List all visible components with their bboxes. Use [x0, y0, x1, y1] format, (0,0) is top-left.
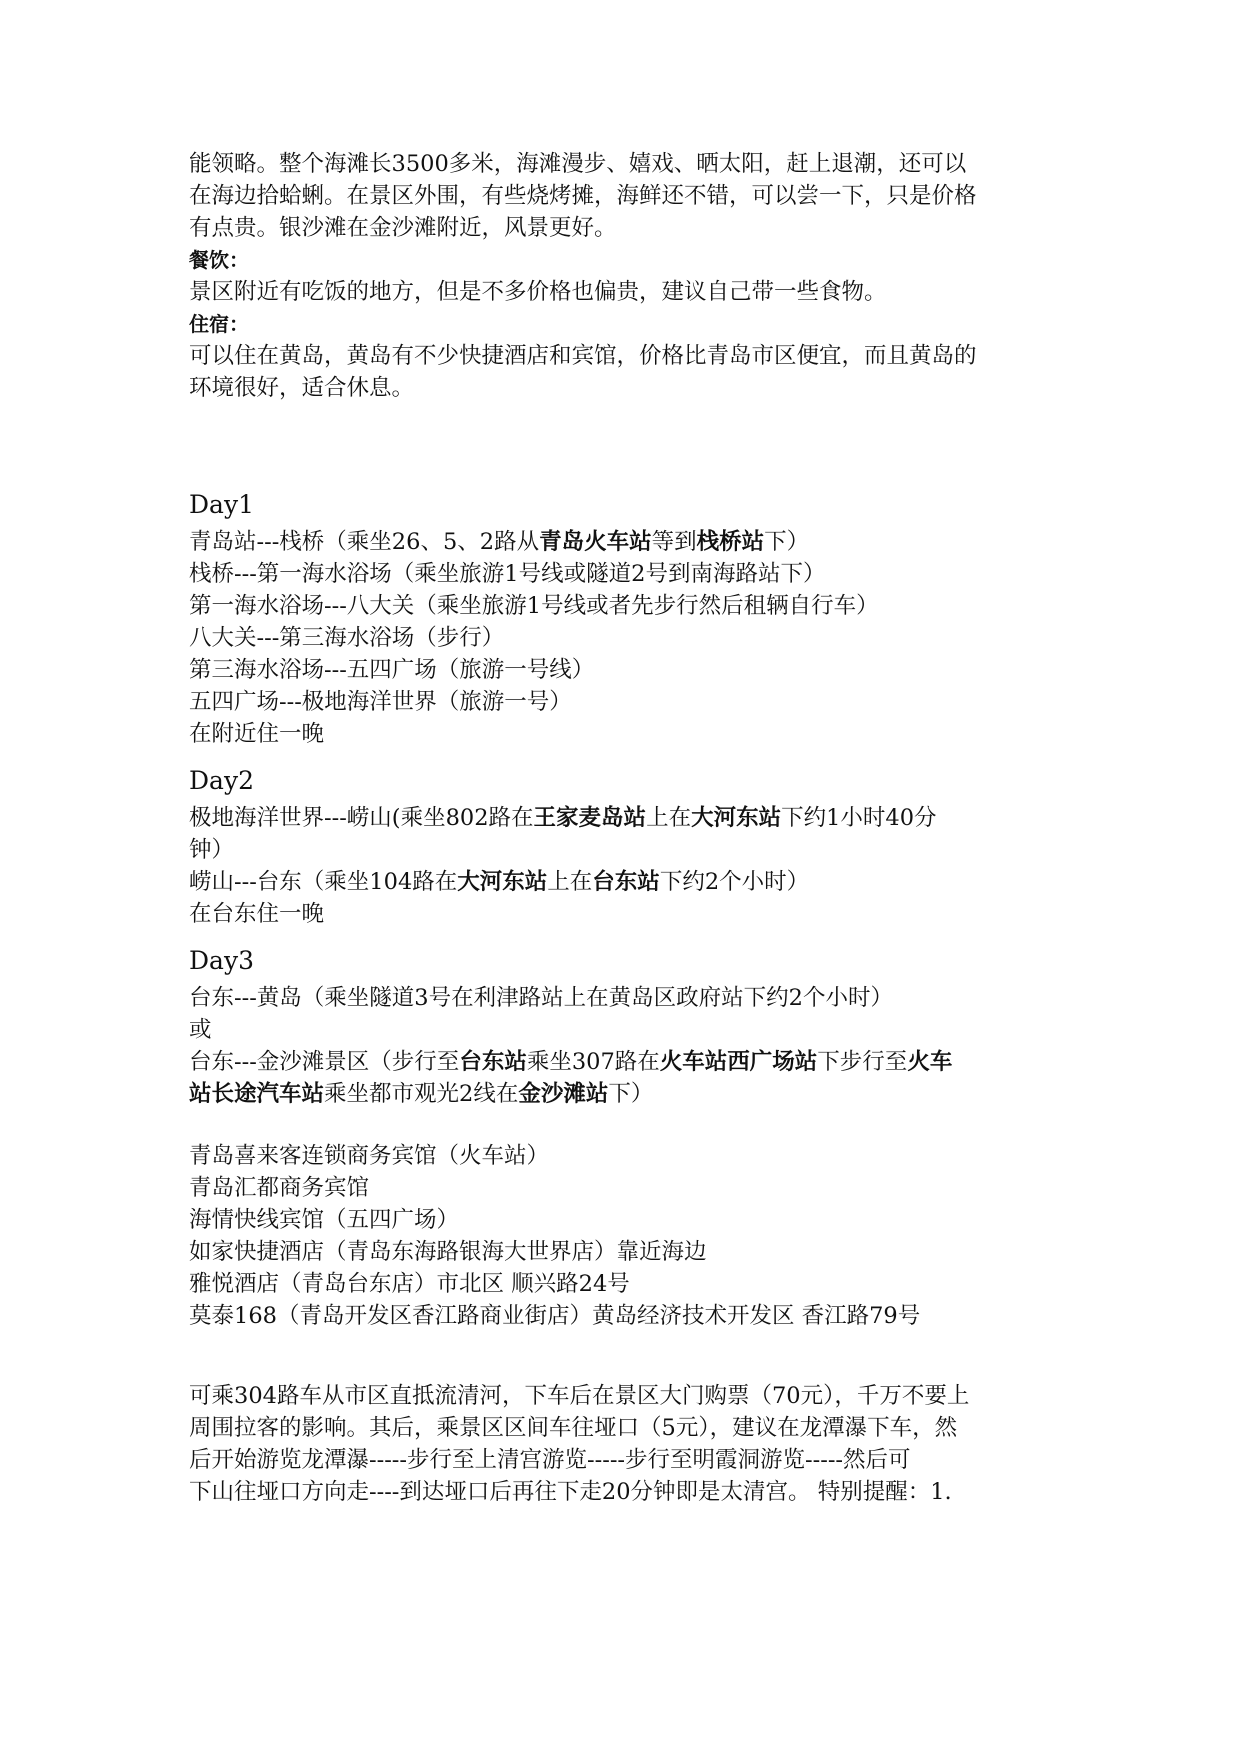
- route-text: 乘坐都市观光2线在: [324, 1081, 519, 1107]
- route-text: 台东---金沙滩景区（步行至: [189, 1049, 460, 1075]
- intro-line-3: 有点贵。银沙滩在金沙滩附近，风景更好。: [189, 215, 617, 241]
- day1-route-4: 八大关---第三海水浴场（步行）: [189, 625, 505, 651]
- hotel-item: 莫泰168（青岛开发区香江路商业街店）黄岛经济技术开发区 香江路79号: [189, 1303, 921, 1329]
- route-text: 上在: [646, 805, 692, 831]
- final-line-4: 下山往垭口方向走----到达垭口后再往下走20分钟即是太清宫。 特别提醒：1.: [189, 1479, 952, 1505]
- hotel-item: 海情快线宾馆（五四广场）: [189, 1207, 460, 1233]
- day1-route-5: 第三海水浴场---五四广场（旅游一号线）: [189, 657, 595, 683]
- station-name: 栈桥站: [696, 529, 765, 555]
- route-text: 下约1小时40分: [781, 805, 937, 831]
- lodging-label: 住宿：: [189, 312, 249, 336]
- route-text: 下）: [608, 1081, 654, 1107]
- day3-heading: Day3: [189, 946, 254, 975]
- route-text: 下约2个小时）: [659, 869, 810, 895]
- station-name: 火车站西广场站: [659, 1049, 818, 1075]
- day3-or: 或: [189, 1017, 212, 1043]
- day1-route-3: 第一海水浴场---八大关（乘坐旅游1号线或者先步行然后租辆自行车）: [189, 593, 879, 619]
- day1-heading: Day1: [189, 490, 254, 519]
- route-text: 崂山---台东（乘坐104路在: [189, 869, 458, 895]
- route-text: 下）: [764, 529, 810, 555]
- hotel-item: 雅悦酒店（青岛台东店）市北区 顺兴路24号: [189, 1271, 630, 1297]
- day2-heading: Day2: [189, 766, 254, 795]
- day1-route-1: [189, 526, 1069, 558]
- day2-route-2: [189, 866, 1069, 898]
- intro-line-2: 在海边拾蛤蜊。在景区外围，有些烧烤摊，海鲜还不错，可以尝一下，只是价格: [189, 183, 977, 209]
- station-name: 金沙滩站: [518, 1081, 609, 1107]
- day2-route-1-cont: 钟）: [189, 837, 235, 863]
- lodging-line-1: 可以住在黄岛，黄岛有不少快捷酒店和宾馆，价格比青岛市区便宜，而且黄岛的: [189, 343, 977, 369]
- dining-label: 餐饮：: [189, 248, 249, 272]
- lodging-line-2: 环境很好，适合休息。: [189, 375, 415, 401]
- day1-stay: 在附近住一晚: [189, 721, 325, 747]
- final-line-2: 周围拉客的影响。其后，乘景区区间车往垭口（5元），建议在龙潭瀑下车，然: [189, 1415, 958, 1441]
- day1-route-2: 栈桥---第一海水浴场（乘坐旅游1号线或隧道2号到南海路站下）: [189, 561, 826, 587]
- route-text: 青岛站---栈桥（乘坐26、5、2路从: [189, 529, 540, 555]
- day2-stay: 在台东住一晚: [189, 901, 325, 927]
- route-text: 上在: [547, 869, 593, 895]
- day3-route-1: 台东---黄岛（乘坐隧道3号在利津路站上在黄岛区政府站下约2个小时）: [189, 985, 893, 1011]
- station-name: 王家麦岛站: [533, 805, 647, 831]
- day2-route-1: [189, 802, 1069, 834]
- route-text: 等到: [651, 529, 697, 555]
- route-text: 下步行至: [817, 1049, 908, 1075]
- hotel-item: 青岛汇都商务宾馆: [189, 1175, 370, 1201]
- station-name: 站长途汽车站: [189, 1081, 325, 1107]
- final-line-1: 可乘304路车从市区直抵流清河，下车后在景区大门购票（70元），千万不要上: [189, 1383, 970, 1409]
- hotel-item: 如家快捷酒店（青岛东海路银海大世界店）靠近海边: [189, 1239, 707, 1265]
- day3-route-2: [189, 1046, 1069, 1078]
- station-name: 台东站: [459, 1049, 527, 1075]
- day3-route-2-cont: [189, 1078, 1069, 1110]
- intro-line-1: 能领略。整个海滩长3500多米，海滩漫步、嬉戏、晒太阳，赶上退潮，还可以: [189, 151, 967, 177]
- hotel-item: 青岛喜来客连锁商务宾馆（火车站）: [189, 1143, 550, 1169]
- day1-route-6: 五四广场---极地海洋世界（旅游一号）: [189, 689, 572, 715]
- route-text: 乘坐307路在: [526, 1049, 660, 1075]
- route-text: 极地海洋世界---崂山(乘坐802路在: [189, 805, 534, 831]
- station-name: 大河东站: [691, 805, 782, 831]
- final-line-3: 后开始游览龙潭瀑-----步行至上清宫游览-----步行至明霞洞游览-----然后可: [189, 1447, 911, 1473]
- station-name: 大河东站: [457, 869, 548, 895]
- station-name: 台东站: [592, 869, 660, 895]
- dining-text: 景区附近有吃饭的地方，但是不多价格也偏贵，建议自己带一些食物。: [189, 279, 887, 305]
- station-name: 青岛火车站: [539, 529, 652, 555]
- station-name: 火车: [907, 1049, 953, 1075]
- document-page: [189, 148, 1069, 1508]
